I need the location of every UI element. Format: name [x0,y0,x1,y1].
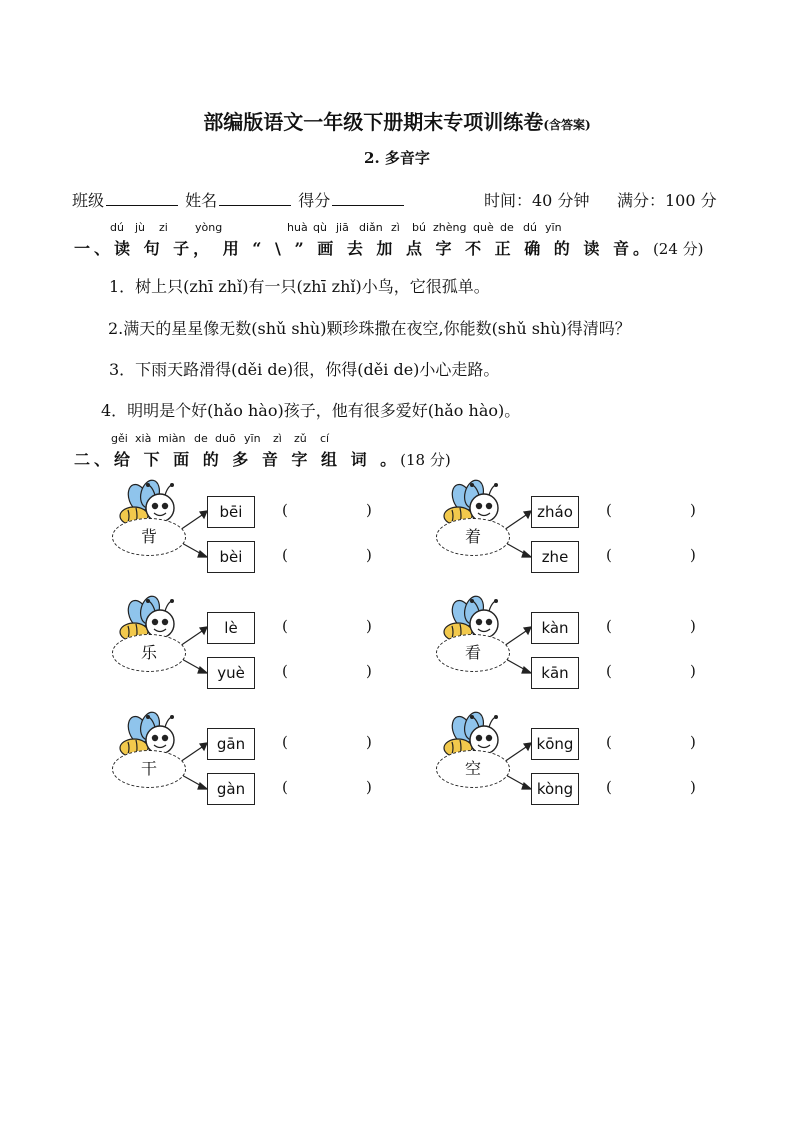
pinyin: huà [287,221,308,234]
answer-paren-close: ) [366,546,372,564]
section2-score: (18 分) [400,451,451,469]
pinyin-box: gān [207,728,255,760]
pinyin: gěi [111,432,128,445]
pinyin-box: yuè [207,657,255,689]
section1-title: 一、读 句 子， 用 “ \ ” 画 去 加 点 字 不 正 确 的 读 音。 [74,239,653,258]
pinyin: què [473,221,494,234]
section1-score: (24 分) [652,240,704,258]
full-score-text: 满分：100 分 [617,191,717,210]
answer-blank[interactable] [618,775,686,801]
pinyin: zi [159,221,168,234]
answer-blank[interactable] [294,659,362,685]
answer-paren-open: ( [282,501,288,519]
answer-paren-open: ( [282,662,288,680]
pinyin: qù [313,221,327,234]
class-label: 班级 [72,191,105,210]
question-4: 4．明明是个好(hǎo hào)孩子，他有很多爱好(hǎo hào)。 [101,401,521,420]
pinyin: yòng [195,221,223,234]
pinyin-box: lè [207,612,255,644]
polyphone-char: 空 [436,750,510,788]
question-1: 1．树上只(zhī zhǐ)有一只(zhī zhǐ)小鸟，它很孤单。 [109,277,490,296]
answer-paren-close: ) [366,617,372,635]
pinyin: bú [412,221,426,234]
answer-paren-open: ( [606,546,612,564]
name-blank[interactable] [219,191,291,206]
section2-heading [74,447,451,470]
answer-paren-close: ) [366,733,372,751]
polyphone-char: 干 [112,750,186,788]
answer-blank[interactable] [294,775,362,801]
section2-title: 二、给 下 面 的 多 音 字 组 词 。 [74,450,401,469]
answer-paren-open: ( [282,546,288,564]
answer-blank[interactable] [294,614,362,640]
score-blank[interactable] [332,191,404,206]
answer-blank[interactable] [618,498,686,524]
answer-blank[interactable] [294,498,362,524]
pinyin-box: bèi [207,541,255,573]
pinyin: zì [273,432,282,445]
answer-blank[interactable] [618,614,686,640]
pinyin-box: kòng [531,773,579,805]
class-blank[interactable] [106,191,178,206]
answer-paren-close: ) [690,662,696,680]
question-2: 2.满天的星星像无数(shǔ shù)颗珍珠撒在夜空,你能数(shǔ shù)得清吗？ [108,319,631,338]
answer-blank[interactable] [294,730,362,756]
polyphone-char: 看 [436,634,510,672]
answer-paren-open: ( [282,617,288,635]
answer-blank[interactable] [294,543,362,569]
pinyin-box: zháo [531,496,579,528]
answer-paren-open: ( [606,662,612,680]
polyphone-char: 着 [436,518,510,556]
pinyin-box: zhe [531,541,579,573]
pinyin-box: kān [531,657,579,689]
answer-paren-close: ) [690,778,696,796]
answer-paren-open: ( [282,778,288,796]
time-text: 时间：40 分钟 [484,191,590,210]
pinyin-box: gàn [207,773,255,805]
pinyin: zì [391,221,400,234]
pinyin: xià [135,432,152,445]
polyphone-char: 乐 [112,634,186,672]
pinyin: zǔ [294,432,307,445]
pinyin: yīn [244,432,261,445]
pinyin: diǎn [359,221,383,234]
answer-paren-open: ( [606,778,612,796]
answer-paren-open: ( [606,733,612,751]
answer-paren-close: ) [366,501,372,519]
title-text: 部编版语文一年级下册期末专项训练卷 [203,110,544,134]
pinyin: dú [523,221,537,234]
answer-blank[interactable] [618,659,686,685]
name-label: 姓名 [185,191,218,210]
question-3: 3．下雨天路滑得(děi de)很，你得(děi de)小心走路。 [109,360,500,379]
title-suffix: (含答案) [543,118,591,132]
answer-paren-open: ( [606,617,612,635]
answer-paren-open: ( [606,501,612,519]
section1-heading [74,236,704,259]
answer-blank[interactable] [618,543,686,569]
pinyin-box: kàn [531,612,579,644]
pinyin-box: kōng [531,728,579,760]
answer-blank[interactable] [618,730,686,756]
score-label: 得分 [298,191,331,210]
pinyin: duō [215,432,236,445]
subtitle: 2. 多音字 [364,149,430,167]
pinyin: de [194,432,208,445]
answer-paren-close: ) [690,546,696,564]
answer-paren-close: ) [690,617,696,635]
pinyin: yīn [545,221,562,234]
pinyin: de [500,221,514,234]
pinyin: jiā [336,221,349,234]
pinyin-box: bēi [207,496,255,528]
pinyin: zhèng [433,221,467,234]
answer-paren-close: ) [366,778,372,796]
answer-paren-close: ) [690,733,696,751]
pinyin: miàn [158,432,186,445]
answer-paren-close: ) [690,501,696,519]
answer-paren-open: ( [282,733,288,751]
pinyin: cí [320,432,330,445]
info-row [72,188,404,211]
page-title [0,106,794,135]
polyphone-char: 背 [112,518,186,556]
pinyin: jù [135,221,146,234]
pinyin: dú [110,221,124,234]
answer-paren-close: ) [366,662,372,680]
